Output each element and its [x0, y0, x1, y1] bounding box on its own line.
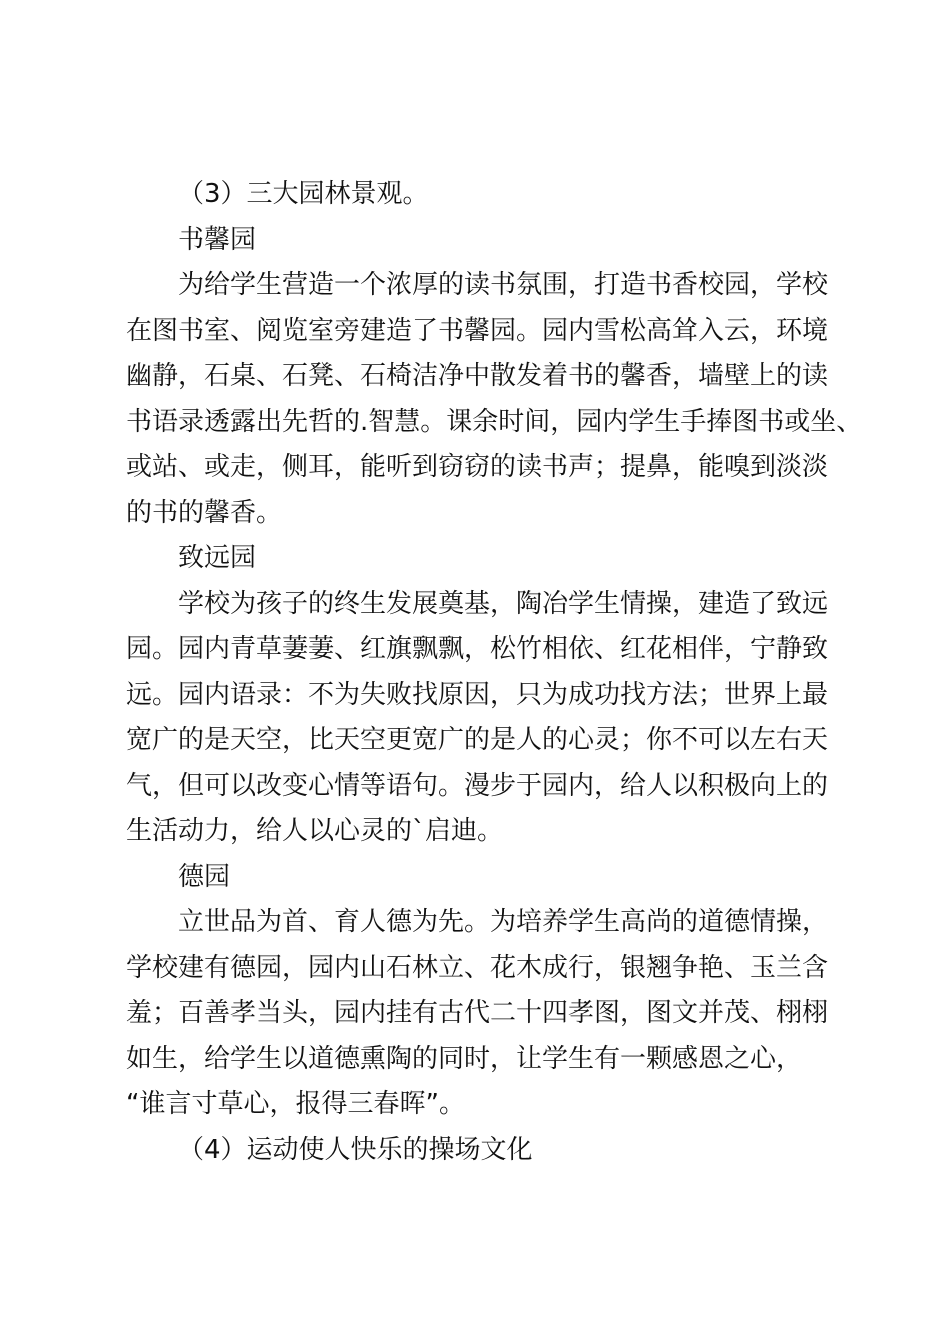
paragraph-line: 学校建有德园，园内山石林立、花木成行，银翘争艳、玉兰含 — [126, 953, 829, 983]
paragraph-line: 或站、或走，侧耳，能听到窃窃的读书声；提鼻，能嗅到淡淡 — [126, 452, 829, 482]
section-heading-3: （3）三大园林景观。 — [178, 179, 429, 209]
subheading-shuxin-garden: 书馨园 — [178, 225, 257, 255]
paragraph-line: 园。园内青草萋萋、红旗飘飘，松竹相依、红花相伴，宁静致 — [126, 634, 829, 664]
paragraph-line: 的书的馨香。 — [126, 498, 283, 528]
paragraph-line: 书语录透露出先哲的.智慧。课余时间，园内学生手捧图书或坐、 — [126, 407, 863, 437]
paragraph-line: 立世品为首、育人德为先。为培养学生高尚的道德情操， — [178, 907, 829, 937]
paragraph-line: “谁言寸草心，报得三春晖”。 — [126, 1089, 465, 1119]
paragraph-line: 如生，给学生以道德熏陶的同时，让学生有一颗感恩之心， — [126, 1044, 803, 1074]
paragraph-line: 羞；百善孝当头，园内挂有古代二十四孝图，图文并茂、栩栩 — [126, 998, 829, 1028]
paragraph-line: 为给学生营造一个浓厚的读书氛围，打造书香校园，学校 — [178, 270, 829, 300]
paragraph-line: 生活动力，给人以心灵的`启迪。 — [126, 816, 504, 846]
paragraph-line: 远。园内语录：不为失败找原因，只为成功找方法；世界上最 — [126, 680, 829, 710]
paragraph-line: 气，但可以改变心情等语句。漫步于园内，给人以积极向上的 — [126, 771, 829, 801]
section-heading-4: （4）运动使人快乐的操场文化 — [178, 1135, 533, 1165]
paragraph-line: 学校为孩子的终生发展奠基，陶冶学生情操，建造了致远 — [178, 589, 829, 619]
paragraph-line: 幽静，石桌、石凳、石椅洁净中散发着书的馨香，墙壁上的读 — [126, 361, 829, 391]
paragraph-line: 宽广的是天空，比天空更宽广的是人的心灵；你不可以左右天 — [126, 725, 829, 755]
subheading-zhiyuan-garden: 致远园 — [178, 543, 257, 573]
paragraph-line: 在图书室、阅览室旁建造了书馨园。园内雪松高耸入云，环境 — [126, 316, 829, 346]
subheading-de-garden: 德园 — [178, 862, 231, 892]
